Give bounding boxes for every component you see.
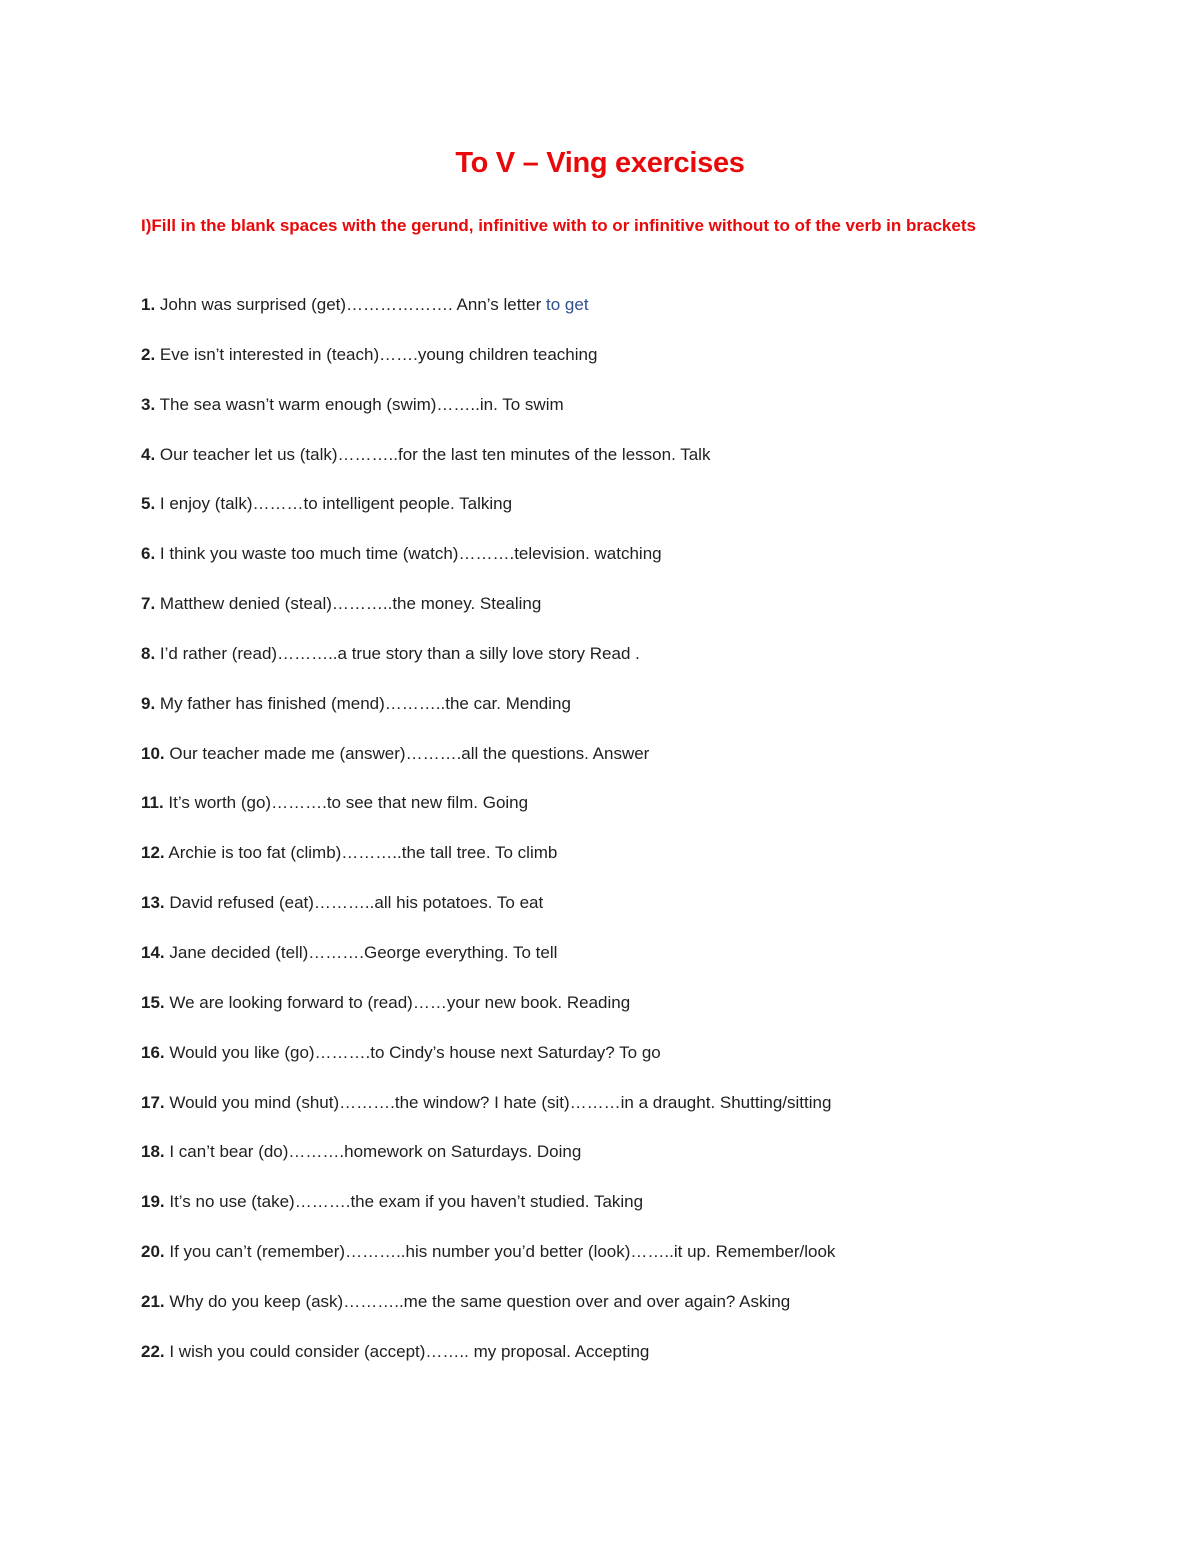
exercise-item	[141, 1288, 1041, 1338]
exercise-text: John was surprised (get)………………. Ann’s letter	[155, 295, 547, 314]
exercise-text: It’s no use (take)……….the exam if you haven’t studied. Taking	[164, 1192, 644, 1212]
exercise-number: 18.	[141, 1142, 165, 1162]
exercise-number: 15.	[141, 992, 165, 1012]
exercise-item	[141, 939, 1041, 989]
exercise-item	[141, 740, 1041, 790]
exercise-number: 22.	[141, 1341, 165, 1361]
exercise-number: 3.	[141, 394, 156, 414]
exercise-item	[141, 640, 1041, 690]
exercise-number: 5.	[141, 494, 156, 514]
exercise-list	[141, 291, 1041, 1388]
exercise-item	[141, 989, 1041, 1039]
exercise-text: Our teacher made me (answer)……….all the questions. Answer	[164, 743, 650, 763]
exercise-instruction: I)Fill in the blank spaces with the gerund, infinitive with to or infinitive without to of the verb in brackets	[141, 216, 976, 235]
exercise-answer: to get	[546, 295, 589, 314]
exercise-item	[141, 1089, 1041, 1139]
exercise-text: My father has finished (mend)………..the car. Mending	[155, 693, 571, 713]
exercise-item	[141, 540, 1041, 590]
exercise-text: Archie is too fat (climb)………..the tall tree. To climb	[164, 843, 558, 863]
exercise-text: Matthew denied (steal)………..the money. Stealing	[155, 594, 542, 614]
exercise-text: I enjoy (talk)………to intelligent people. Talking	[155, 494, 513, 514]
exercise-text: If you can’t (remember)………..his number you’d better (look)……..it up. Remember/look	[164, 1242, 836, 1262]
exercise-text: We are looking forward to (read)……your new book. Reading	[164, 992, 631, 1012]
exercise-number: 9.	[141, 693, 156, 713]
exercise-number: 21.	[141, 1291, 165, 1311]
exercise-item	[141, 341, 1041, 391]
exercise-text: Would you like (go)……….to Cindy’s house next Saturday? To go	[164, 1042, 661, 1062]
exercise-item	[141, 1338, 1041, 1388]
exercise-item	[141, 441, 1041, 491]
exercise-number: 11.	[141, 793, 164, 813]
exercise-text: David refused (eat)………..all his potatoes. To eat	[164, 893, 544, 913]
exercise-number: 17.	[141, 1092, 165, 1112]
exercise-text: The sea wasn’t warm enough (swim)……..in. To swim	[155, 394, 564, 414]
exercise-number: 2.	[141, 344, 156, 364]
exercise-text: It’s worth (go)……….to see that new film. Going	[163, 793, 529, 813]
exercise-item	[141, 490, 1041, 540]
exercise-number: 8.	[141, 643, 156, 663]
exercise-item	[141, 590, 1041, 640]
exercise-number: 16.	[141, 1042, 165, 1062]
exercise-item	[141, 839, 1041, 889]
exercise-number: 14.	[141, 942, 165, 962]
exercise-item	[141, 291, 1041, 341]
exercise-number: 20.	[141, 1242, 165, 1262]
exercise-text: Would you mind (shut)……….the window? I hate (sit)………in a draught. Shutting/sitting	[164, 1092, 832, 1112]
exercise-item	[141, 1238, 1041, 1288]
exercise-number: 4.	[141, 444, 156, 464]
exercise-number: 10.	[141, 743, 165, 763]
exercise-text: I think you waste too much time (watch)……….television. watching	[155, 544, 662, 564]
exercise-text: Eve isn’t interested in (teach)…….young children teaching	[155, 344, 598, 364]
exercise-number: 6.	[141, 544, 156, 564]
exercise-text: I can’t bear (do)……….homework on Saturdays. Doing	[164, 1142, 582, 1162]
exercise-text: Why do you keep (ask)………..me the same question over and over again? Asking	[164, 1291, 791, 1311]
exercise-text: Jane decided (tell)……….George everything. To tell	[164, 942, 558, 962]
document-title: To V – Ving exercises	[455, 147, 745, 179]
exercise-item	[141, 789, 1041, 839]
exercise-item	[141, 391, 1041, 441]
exercise-item	[141, 1039, 1041, 1089]
exercise-item	[141, 1188, 1041, 1238]
exercise-number: 7.	[141, 594, 156, 614]
exercise-number: 12.	[141, 843, 165, 863]
exercise-item	[141, 1138, 1041, 1188]
exercise-item	[141, 690, 1041, 740]
exercise-number: 13.	[141, 893, 165, 913]
exercise-text: I wish you could consider (accept)…….. my proposal. Accepting	[164, 1341, 650, 1361]
exercise-number: 1.	[141, 295, 156, 314]
exercise-item	[141, 889, 1041, 939]
exercise-number: 19.	[141, 1192, 165, 1212]
exercise-text: I’d rather (read)………..a true story than a silly love story Read .	[155, 643, 640, 663]
exercise-text: Our teacher let us (talk)………..for the last ten minutes of the lesson. Talk	[155, 444, 711, 464]
